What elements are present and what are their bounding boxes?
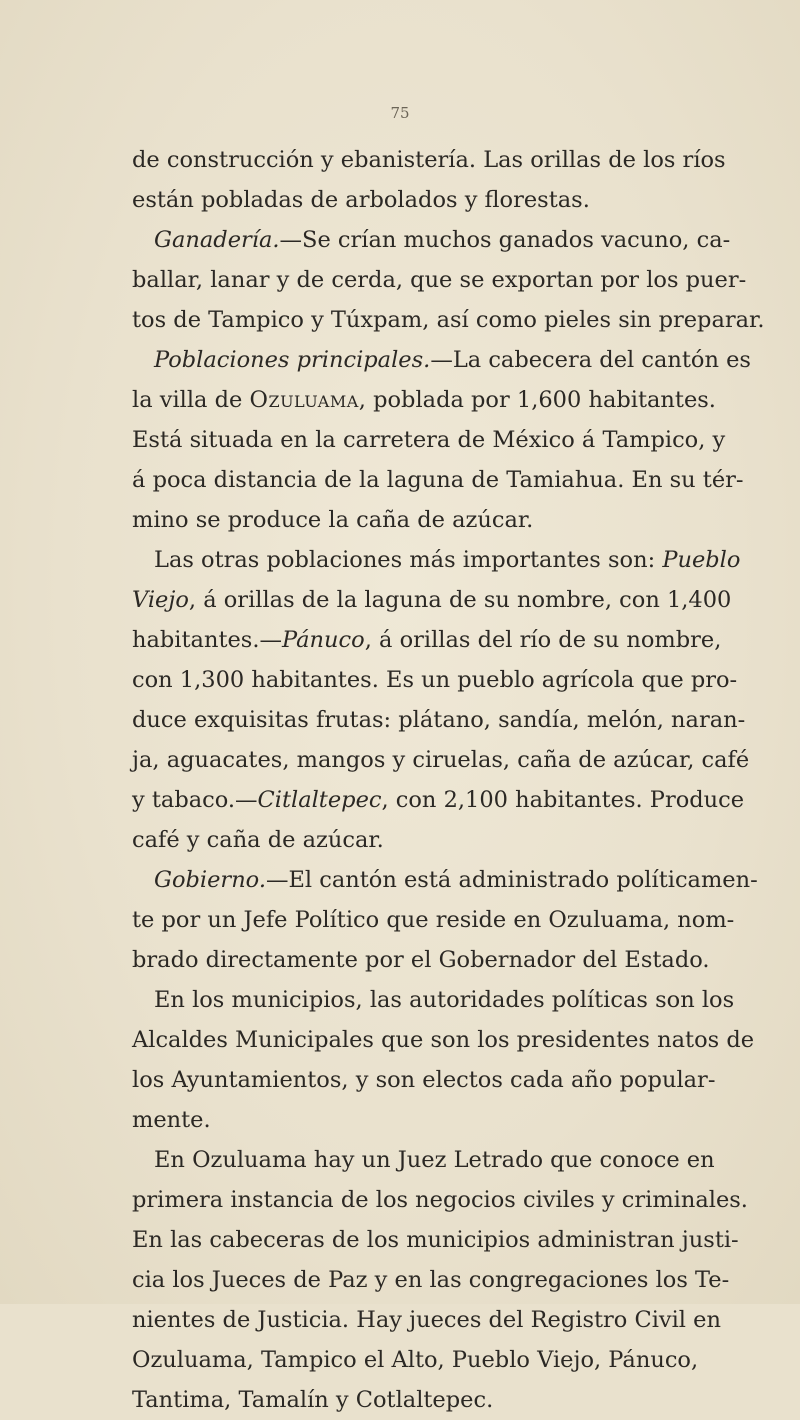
text-run: primera instancia de los negocios civiles y criminales. [132,1187,748,1213]
text-line [132,860,758,900]
text-run: , á orillas de la laguna de su nombre, con 1,400 [188,587,732,613]
text-run: Las otras poblaciones más importantes son: [154,547,663,573]
body-text [132,140,765,1420]
text-line [132,740,750,780]
italic-text: Viejo [132,587,189,613]
text-run: con 1,300 habitantes. Es un pueblo agrícola que pro- [132,667,738,693]
italic-text: Poblaciones principales. [154,347,431,373]
text-line [132,180,668,220]
text-line [132,1180,748,1220]
text-run: mino se produce la caña de azúcar. [132,507,534,533]
text-run: —Se crían muchos ganados vacuno, ca- [279,227,731,253]
text-run: cia los Jueces de Paz y en las congregaciones los Te- [132,1267,730,1293]
text-line [132,340,751,380]
text-run: , á orillas del río de su nombre, [364,627,722,653]
page-number: 75 [390,104,410,122]
italic-text: Pueblo [662,547,741,573]
text-line [132,820,668,860]
text-line [132,500,668,540]
text-run: á poca distancia de la laguna de Tamiahua. En su tér- [132,467,744,493]
text-line [132,1060,716,1100]
text-run: los Ayuntamientos, y son electos cada año popular- [132,1067,716,1093]
text-run: En Ozuluama hay un Juez Letrado que conoce en [154,1147,715,1173]
text-line [132,780,745,820]
text-line [132,380,716,420]
text-run: habitantes.— [132,627,283,653]
italic-text: Pánuco [282,627,365,653]
text-run: ballar, lanar y de cerda, que se exportan por los puer- [132,267,747,293]
text-run: te por un Jefe Político que reside en Ozuluama, nom- [132,907,735,933]
text-run: de construcción y ebanistería. Las orillas de los ríos [132,147,726,173]
italic-text: Ganadería. [154,227,280,253]
text-line [132,540,741,580]
italic-text: Gobierno. [154,867,266,893]
text-line [132,460,744,500]
text-line [132,1300,721,1340]
text-line [132,660,738,700]
text-run: mente. [132,1107,211,1133]
text-run: En los municipios, las autoridades políticas son los [154,987,735,1013]
text-line [132,1340,699,1380]
text-run: Ozuluama, Tampico el Alto, Pueblo Viejo, Pánuco, [132,1347,699,1373]
text-line [132,420,726,460]
smallcaps-text: Ozuluama [249,387,359,413]
text-run: , con 2,100 habitantes. Produce [381,787,745,813]
text-run: Alcaldes Municipales que son los presidentes natos de [132,1027,755,1053]
text-line [132,980,735,1020]
italic-text: Citlaltepec [257,787,382,813]
text-run: café y caña de azúcar. [132,827,384,853]
text-run: y tabaco.— [132,787,258,813]
text-run: , poblada por 1,600 habitantes. [358,387,716,413]
text-line [132,700,746,740]
text-run: En las cabeceras de los municipios administran justi- [132,1227,739,1253]
text-line [132,140,726,180]
text-line [132,580,732,620]
text-run: —El cantón está administrado políticamen- [265,867,758,893]
text-run: ja, aguacates, mangos y ciruelas, caña de azúcar, café [132,747,750,773]
text-run: duce exquisitas frutas: plátano, sandía, melón, naran- [132,707,746,733]
text-run: —La cabecera del cantón es [430,347,751,373]
text-run: nientes de Justicia. Hay jueces del Registro Civil en [132,1307,721,1333]
text-line [132,1380,668,1420]
text-line [132,1140,715,1180]
text-line [132,620,722,660]
text-run: brado directamente por el Gobernador del Estado. [132,947,710,973]
text-line [132,220,731,260]
text-line [132,1020,755,1060]
text-line [132,260,747,300]
text-run: tos de Tampico y Túxpam, así como pieles sin preparar. [132,307,765,333]
text-line [132,1260,730,1300]
text-run: la villa de [132,387,250,413]
text-run: Está situada en la carretera de México á Tampico, y [132,427,726,453]
text-line [132,1220,739,1260]
text-line [132,300,765,340]
text-line [132,1100,668,1140]
text-run: están pobladas de arbolados y florestas. [132,187,590,213]
text-line [132,940,710,980]
text-line [132,900,735,940]
text-run: Tantima, Tamalín y Cotlaltepec. [132,1387,494,1413]
